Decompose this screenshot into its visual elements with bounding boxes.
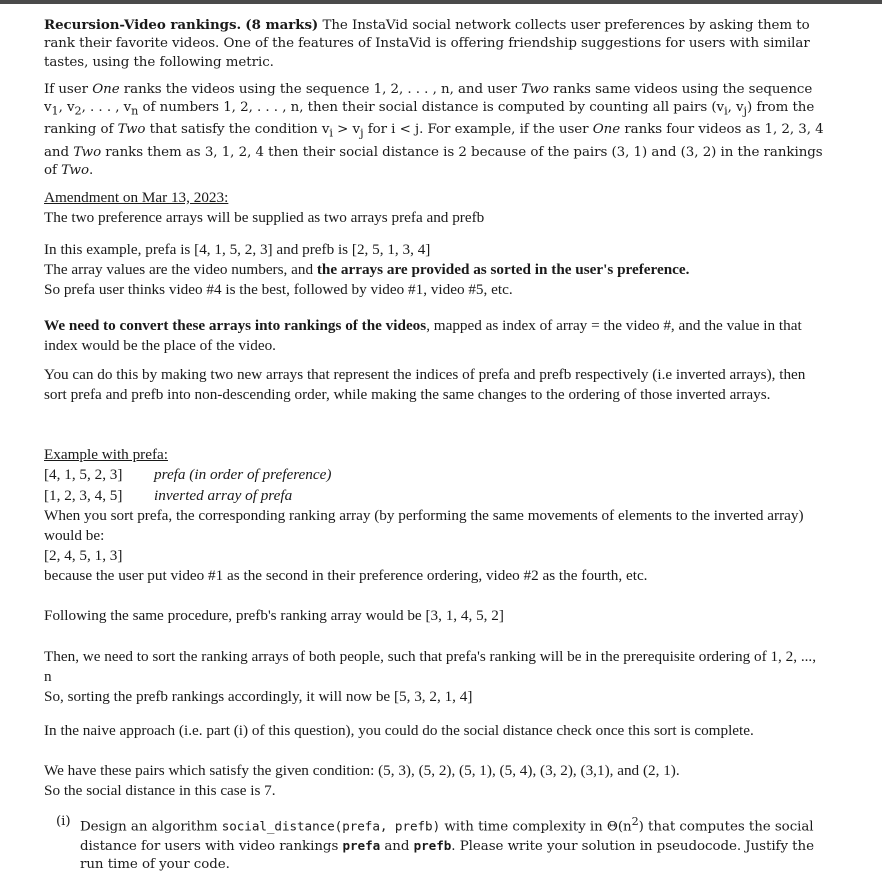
ranking-explanation: because the user put video #1 as the second in their preference ordering, video #2 as the fourth, etc. <box>44 567 648 584</box>
function-signature: social_distance(prefa, prefb) <box>221 818 441 834</box>
prefb-ranking: Following the same procedure, prefb's ranking array would be [3, 1, 4, 5, 2] <box>44 607 504 624</box>
question-text: Design an algorithm social_distance(prefa, prefb) with time complexity in $\Theta(n^2)$ that computes the social distance for users with video rankings prefa and prefb. Please write your solution in pseudocode. Justify the run time of your code. <box>80 815 814 873</box>
sort-explanation: When you sort prefa, the corresponding ranking array (by performing the same movements of elements to the inverted array) would be: <box>44 507 804 544</box>
amendment-line-1: The two preference arrays will be supplied as two arrays prefa and prefb <box>44 209 485 226</box>
question-part-i <box>56 813 826 875</box>
amendment-heading: Amendment on Mar 13, 2023: <box>44 189 229 206</box>
amendment-prefa-line: So prefa user thinks video #4 is the best, followed by video #1, video #5, etc. <box>44 281 513 298</box>
example-row-prefa: [4, 1, 5, 2, 3] prefa (in order of preference) <box>44 466 332 483</box>
example-row-inverted: [1, 2, 3, 4, 5] inverted array of prefa <box>44 487 293 504</box>
invert-paragraph: You can do this by making two new arrays that represent the indices of prefa and prefb respectively (i.e inverted arrays), then sort prefa and prefb into non-descending order, while making the same changes to the ordering of those inverted arrays. <box>44 366 806 403</box>
definition-paragraph: If user One ranks the videos using the sequence 1, 2, . . . , n, and user Two ranks same videos using the sequence $v_1$, $v_2$, . . . , $v_n$ of numbers 1, 2, . . . , n, then their social distance is computed by counting all pairs ($v_i$, $v_j$) from the ranking of Two that satisfy the condition $v_i > v_j$ for i < j. For example, if the user One ranks four videos as 1, 2, 3, 4 and Two ranks them as 3, 1, 2, 4 then their social distance is 2 because of the pairs (3, 1) and (3, 2) in the rankings of Two. <box>44 82 824 178</box>
question-number: (i) <box>56 814 71 829</box>
social-distance-result: So the social distance in this case is 7. <box>44 782 276 799</box>
example-heading: Example with prefa: <box>44 446 168 463</box>
problem-title: Recursion-Video rankings. <box>44 17 242 33</box>
pairs-list: We have these pairs which satisfy the given condition: (5, 3), (5, 2), (5, 1), (5, 4), (3, 2), (3,1), and (2, 1). <box>44 762 680 779</box>
ranking-array: [2, 4, 5, 1, 3] <box>44 547 123 564</box>
problem-marks: (8 marks) <box>245 17 319 33</box>
sorted-prefb: So, sorting the prefb rankings accordingly, it will now be [5, 3, 2, 1, 4] <box>44 688 473 705</box>
problem-intro <box>44 16 824 72</box>
naive-approach: In the naive approach (i.e. part (i) of this question), you could do the social distance check once this sort is complete. <box>44 722 754 739</box>
amendment-values-line: The array values are the video numbers, and the arrays are provided as sorted in the user's preference. <box>44 261 690 278</box>
sort-rankings-paragraph: Then, we need to sort the ranking arrays of both people, such that prefa's ranking will be in the prerequisite ordering of 1, 2, ..., n <box>44 648 817 685</box>
intro-text: The InstaVid social network collects user preferences by asking them to rank their favorite videos. One of the features of InstaVid is offering friendship suggestions for users with similar tastes, using the following metric. <box>44 18 810 70</box>
convert-paragraph: We need to convert these arrays into rankings of the videos, mapped as index of array = the video #, and the value in that index would be the place of the video. <box>44 317 802 354</box>
amendment-example: In this example, prefa is [4, 1, 5, 2, 3] and prefb is [2, 5, 1, 3, 4] <box>44 241 431 258</box>
